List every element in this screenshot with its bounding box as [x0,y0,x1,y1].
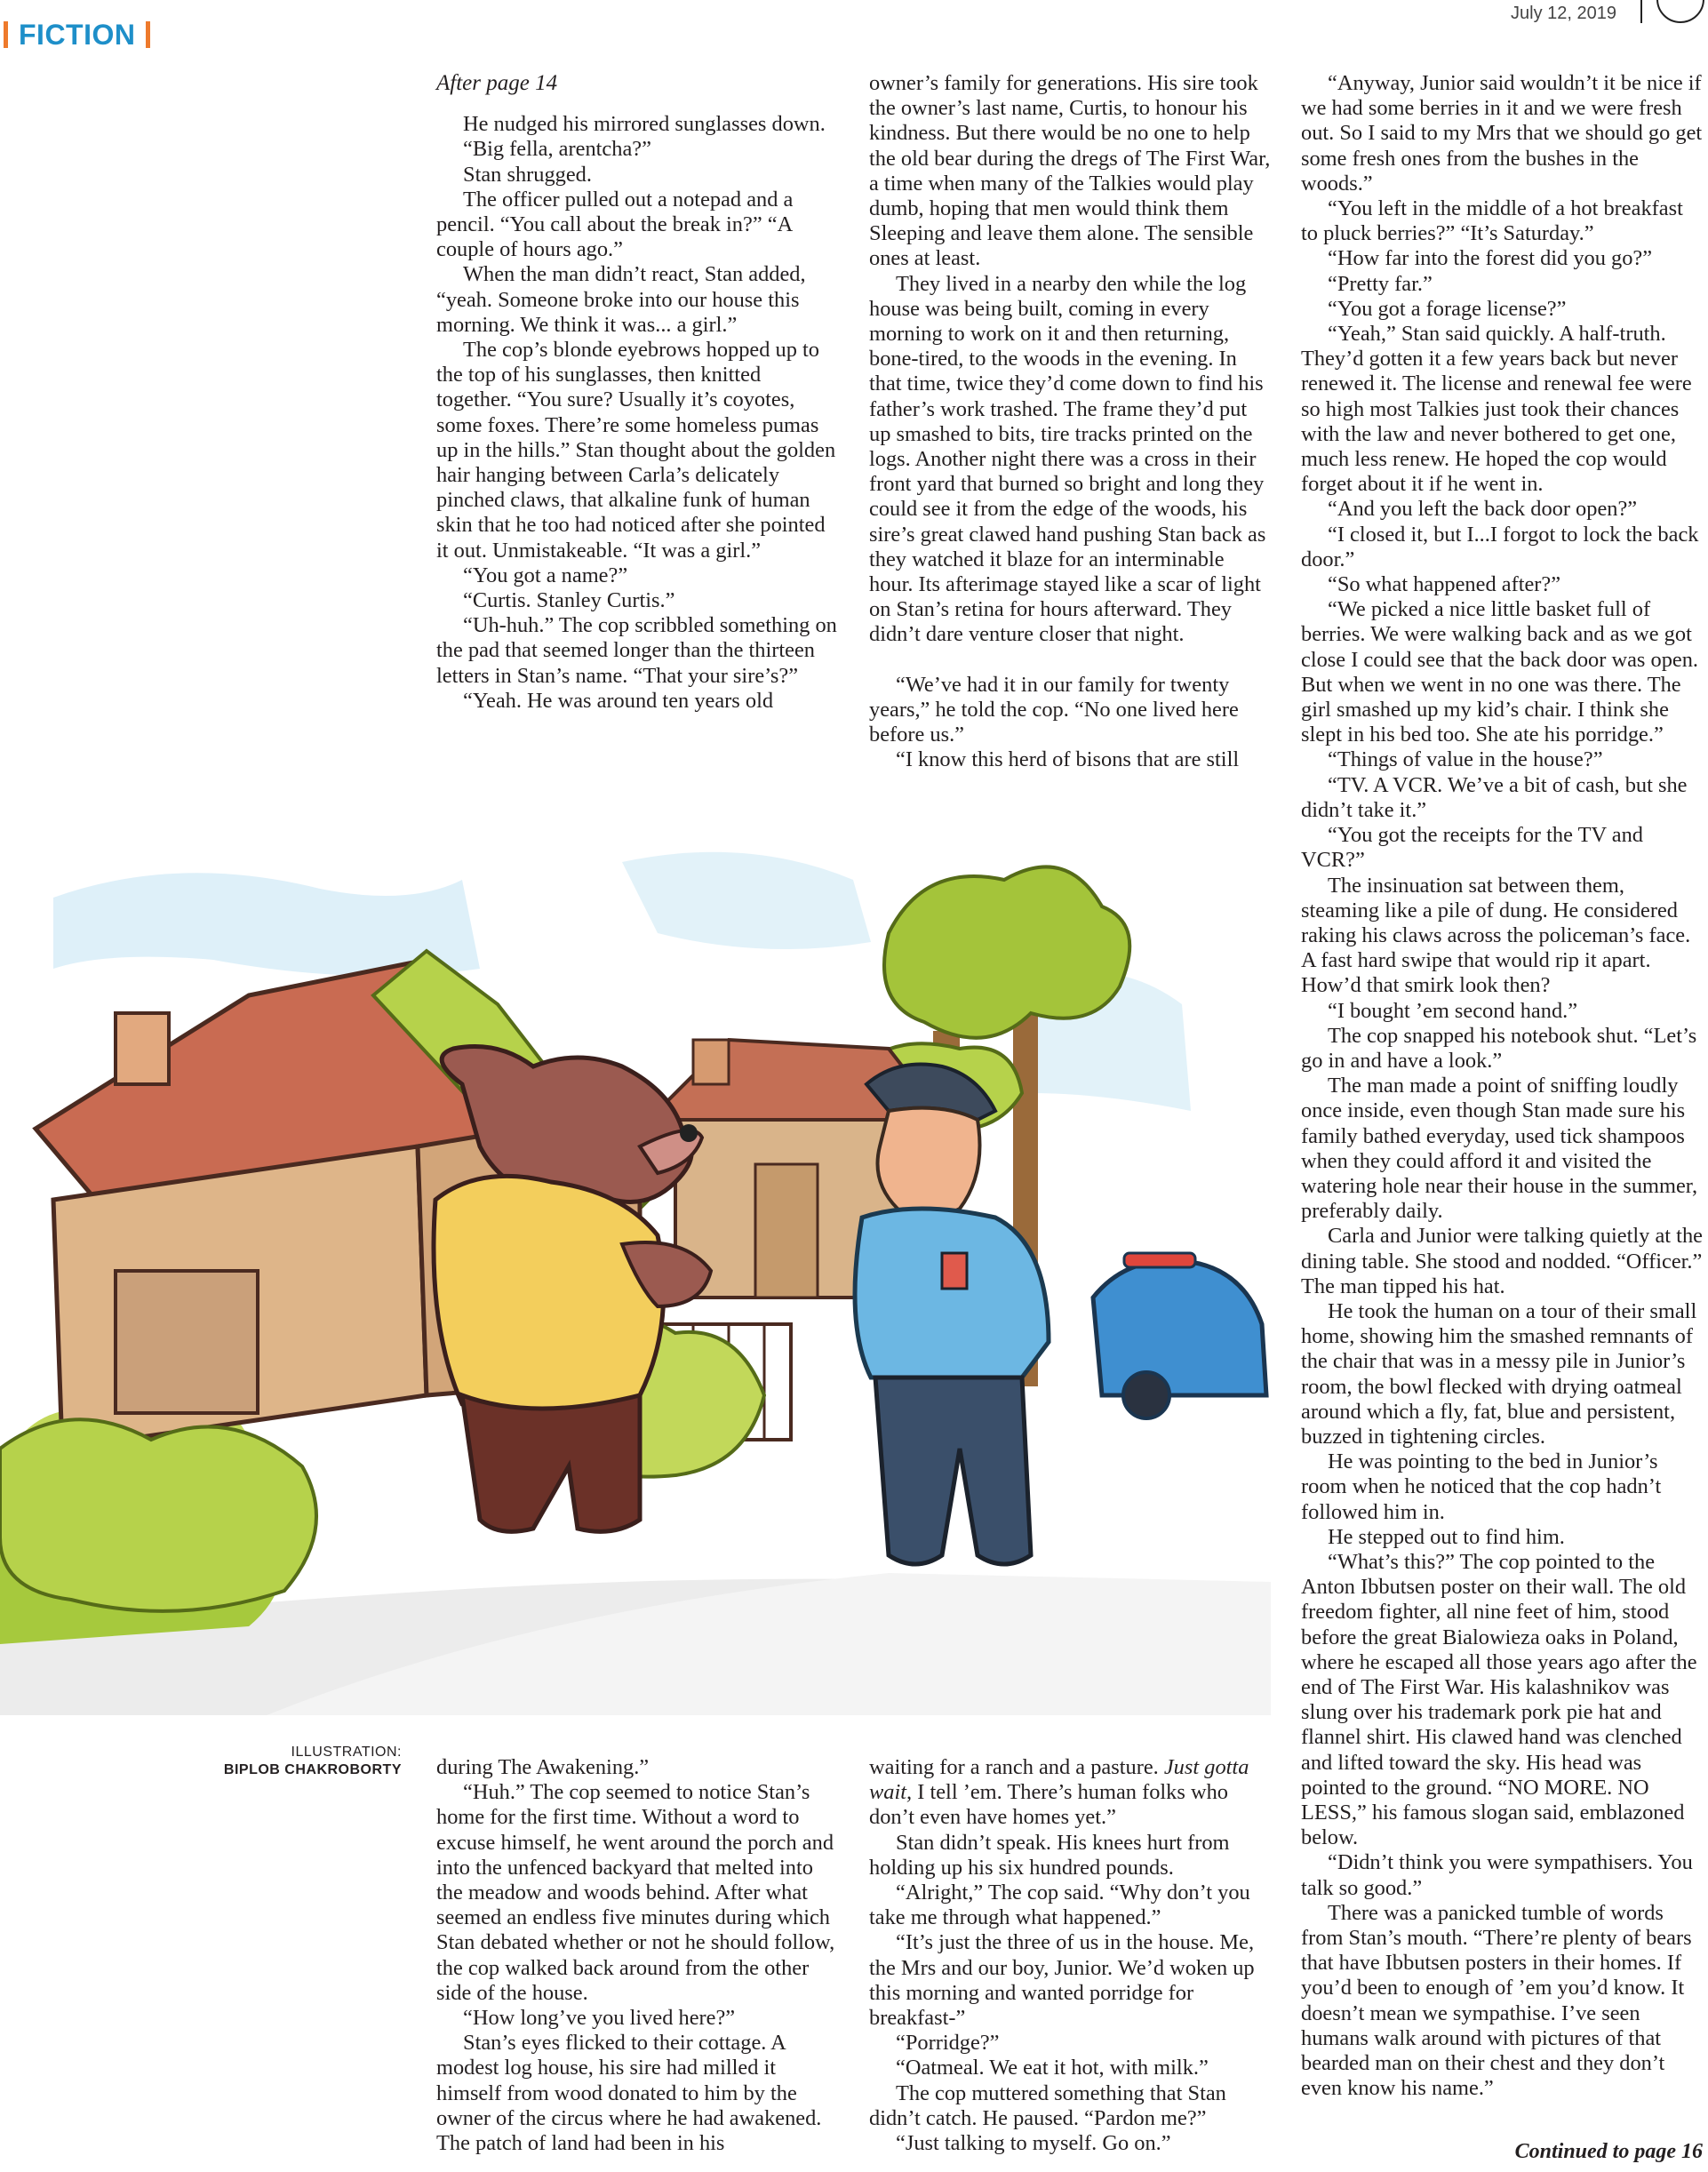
paragraph: “How long’ve you lived here?” [463,2006,736,2031]
paragraph: The insinuation sat between them, steaming like a pile of dung. He considered raking his claws across the policeman’s face. A fast hard swipe that would rip it apart. How’d that smirk look then? [1301,873,1691,998]
continued-to-label: Continued to page 16 [1514,2140,1703,2163]
paragraph: “You got a forage license?” [1328,296,1567,321]
paragraph: “Oatmeal. We eat it hot, with milk.” [896,2056,1209,2080]
paragraph: “Pretty far.” [1328,271,1433,296]
paragraph [869,1755,1271,1831]
paragraph: The cop muttered something that Stan didn’t catch. He paused. “Pardon me?” [869,2080,1226,2130]
bear-and-cop-illustration [0,826,1271,1715]
paragraph: “Curtis. Stanley Curtis.” [463,588,675,613]
paragraph: They lived in a nearby den while the log house was being built, coming in every morning to work on it and then returning, bone-tired, to the woods in the evening. In that time, twice they’d come down to find his father’s work trashed. The frame they’d put up smashed to bits, tire tracks printed on the logs. Another night there was a cross in their front yard that burned so bright and long they could see it from the edge of the woods, his sire’s great clawed hand pushing Stan back as they watched it blaze for an interminable hour. Its afterimage stayed like a scar of light on Stan’s retina for hours afterward. They didn’t dare venture closer that night. [869,271,1266,647]
paragraph: “Didn’t think you were sympathisers. You talk so good.” [1301,1850,1693,1900]
paragraph: “We’ve had it in our family for twenty years,” he told the cop. “No one lived here before us.” [869,672,1239,747]
section-bar-left [4,21,8,48]
paragraph: “I know this herd of bisons that are still [896,747,1240,772]
paragraph: “Big fella, arentcha?” [463,137,651,162]
paragraph: The cop snapped his notebook shut. “Let’s go in and have a look.” [1301,1023,1697,1073]
paragraph: There was a panicked tumble of words from Stan’s mouth. “There’re plenty of bears that have Ibbutsen posters in their homes. If you’d been to enough of ’em you’d know. It doesn’t mean we sympathise. I’ve seen humans walk around with pictures of that bearded man on their chest and they don’t even know his name.” [1301,1900,1692,2101]
article-column-1-bottom [436,1755,838,2156]
paragraph: He was pointing to the bed in Junior’s room when he noticed that the cop hadn’t followed him in. [1301,1449,1662,1524]
continued-from-label: After page 14 [436,71,558,95]
paragraph: “I bought ’em second hand.” [1328,998,1578,1023]
section-header [0,12,161,57]
article-column-2-bottom [869,1755,1271,2156]
paragraph: “And you left the back door open?” [1328,497,1638,522]
article-column-2 [869,71,1271,772]
credit-name: BIPLOB CHAKROBORTY [223,1762,402,1777]
paragraph: “Yeah,” Stan said quickly. A half-truth. They’d gotten it a few years back but never renewed it. The license and renewal fee were so high most Talkies just took their chances with the law and never bothered to get one, much less renew. He hoped the cop would forget about it if he went in. [1301,322,1692,497]
text-run-italic: Just gotta wait, [869,1755,1249,1805]
paragraph: Stan shrugged. [463,162,592,187]
paragraph: The man made a point of sniffing loudly once inside, even though Stan made sure his family bathed everyday, used tick shampoos when they could afford it and visited the watering hole near their house in the summer, preferably daily. [1301,1074,1698,1224]
paragraph: “So what happened after?” [1328,572,1561,597]
paragraph: “Just talking to myself. Go on.” [896,2131,1171,2156]
paragraph: “I closed it, but I...I forgot to lock the back door.” [1301,522,1699,571]
story-illustration [0,826,1271,1715]
page-number-circle [1656,0,1704,23]
article-column-3 [1301,71,1703,2101]
paragraph: The officer pulled out a notepad and a pencil. “You call about the break in?” “A couple of hours ago.” [436,187,794,262]
paragraph: “Porridge?” [896,2031,1000,2056]
paragraph: “Anyway, Junior said wouldn’t it be nice if we had some berries in it and we were fresh out. So I said to my Mrs that we should go get some fresh ones from the bushes in the woods.” [1301,71,1703,196]
paragraph: Stan didn’t speak. His knees hurt from holding up his six hundred pounds. [869,1830,1230,1880]
paragraph: “Uh-huh.” The cop scribbled something on the pad that seemed longer than the thirteen letters in Stan’s name. “That your sire’s?” [436,613,837,688]
issue-date: July 12, 2019 [1511,4,1616,23]
article-column-1 [436,71,838,714]
text-run: waiting for a ranch and a pasture. [869,1755,1164,1779]
paragraph: “What’s this?” The cop pointed to the Anton Ibbutsen poster on their wall. The old freedom fighter, all nine feet of him, stood before the great Bialowieza oaks in Poland, where he escaped all those years ago after the end of The First War. His kalashnikov was slung over his trademark pork pie hat and flannel shirt. His clawed hand was clenched and lifted toward the sky. His head was pointed to the ground. “NO MORE. NO LESS,” his famous slogan said, emblazoned below. [1301,1549,1697,1850]
paragraph: Carla and Junior were talking quietly at the dining table. She stood and nodded. “Officer.” The man tipped his hat. [1301,1224,1703,1298]
paragraph: The cop’s blonde eyebrows hopped up to the top of his sunglasses, then knitted together. “You sure? Usually it’s coyotes, some foxes. There’re some homeless pumas up in the hills.” Stan thought about the golden hair hanging between Carla’s delicately pinched claws, that alkaline funk of human skin that he too had noticed after she pointed it out. Unmistakeable. “It was a girl.” [436,338,836,563]
paragraph: Stan’s eyes flicked to their cottage. A modest log house, his sire had milled it himself from wood donated to him by the owner of the circus where he had awakened. The patch of land had been in his [436,2031,822,2156]
paragraph: “You left in the middle of a hot breakfast to pluck berries?” “It’s Saturday.” [1301,196,1683,246]
credit-label: ILLUSTRATION: [291,1745,402,1760]
paragraph: “TV. A VCR. We’ve a bit of cash, but she didn’t take it.” [1301,772,1688,822]
paragraph: He stepped out to find him. [1328,1524,1565,1549]
paragraph: “How far into the forest did you go?” [1328,246,1653,271]
paragraph: He nudged his mirrored sunglasses down. [463,112,826,137]
paragraph: “Yeah. He was around ten years old [463,688,774,713]
header-divider [1640,0,1642,23]
paragraph: “You got a name?” [463,563,628,587]
paragraph: “It’s just the three of us in the house. Me, the Mrs and our boy, Junior. We’d woken up this morning and wanted porridge for breakfast-” [869,1930,1255,2031]
paragraph: “Things of value in the house?” [1328,747,1603,772]
text-run: I tell ’em. There’s human folks who don’t even have homes yet.” [869,1780,1228,1830]
section-bar-right [146,21,150,48]
paragraph: He took the human on a tour of their small home, showing him the smashed remnants of the chair that was in a messy pile in Junior’s room, the bowl flecked with drying oatmeal around which a fly, fat, blue and persistent, buzzed in tightening circles. [1301,1298,1697,1449]
paragraph: during The Awakening.” [436,1755,650,1779]
paragraph: When the man didn’t react, Stan added, “yeah. Someone broke into our house this morning. We think it was... a girl.” [436,262,806,337]
paragraph: “We picked a nice little basket full of berries. We were walking back and as we got close I could see that the back door was open. But when we went in no one was there. The girl smashed up my kid’s chair. I think she slept in his bed too. She ate his porridge.” [1301,597,1699,747]
paragraph: “You got the receipts for the TV and VCR?” [1301,823,1643,873]
paragraph: “Huh.” The cop seemed to notice Stan’s home for the first time. Without a word to excuse himself, he went around the porch and into the unfenced backyard that melted into the meadow and woods behind. After what seemed an endless five minutes during which Stan debated whether or not he should follow, the cop walked back around from the other side of the house. [436,1780,835,2005]
paragraph: “Alright,” The cop said. “Why don’t you take me through what happened.” [869,1881,1250,1930]
section-title: FICTION [19,18,136,51]
paragraph: owner’s family for generations. His sire took the owner’s last name, Curtis, to honour his kindness. But there would be no one to help the old bear during the dregs of The First War, a time when many of the Talkies would play dumb, hoping that men would think them Sleeping and leave them alone. The sensible ones at least. [869,71,1271,271]
illustration-credit [178,1744,402,1779]
